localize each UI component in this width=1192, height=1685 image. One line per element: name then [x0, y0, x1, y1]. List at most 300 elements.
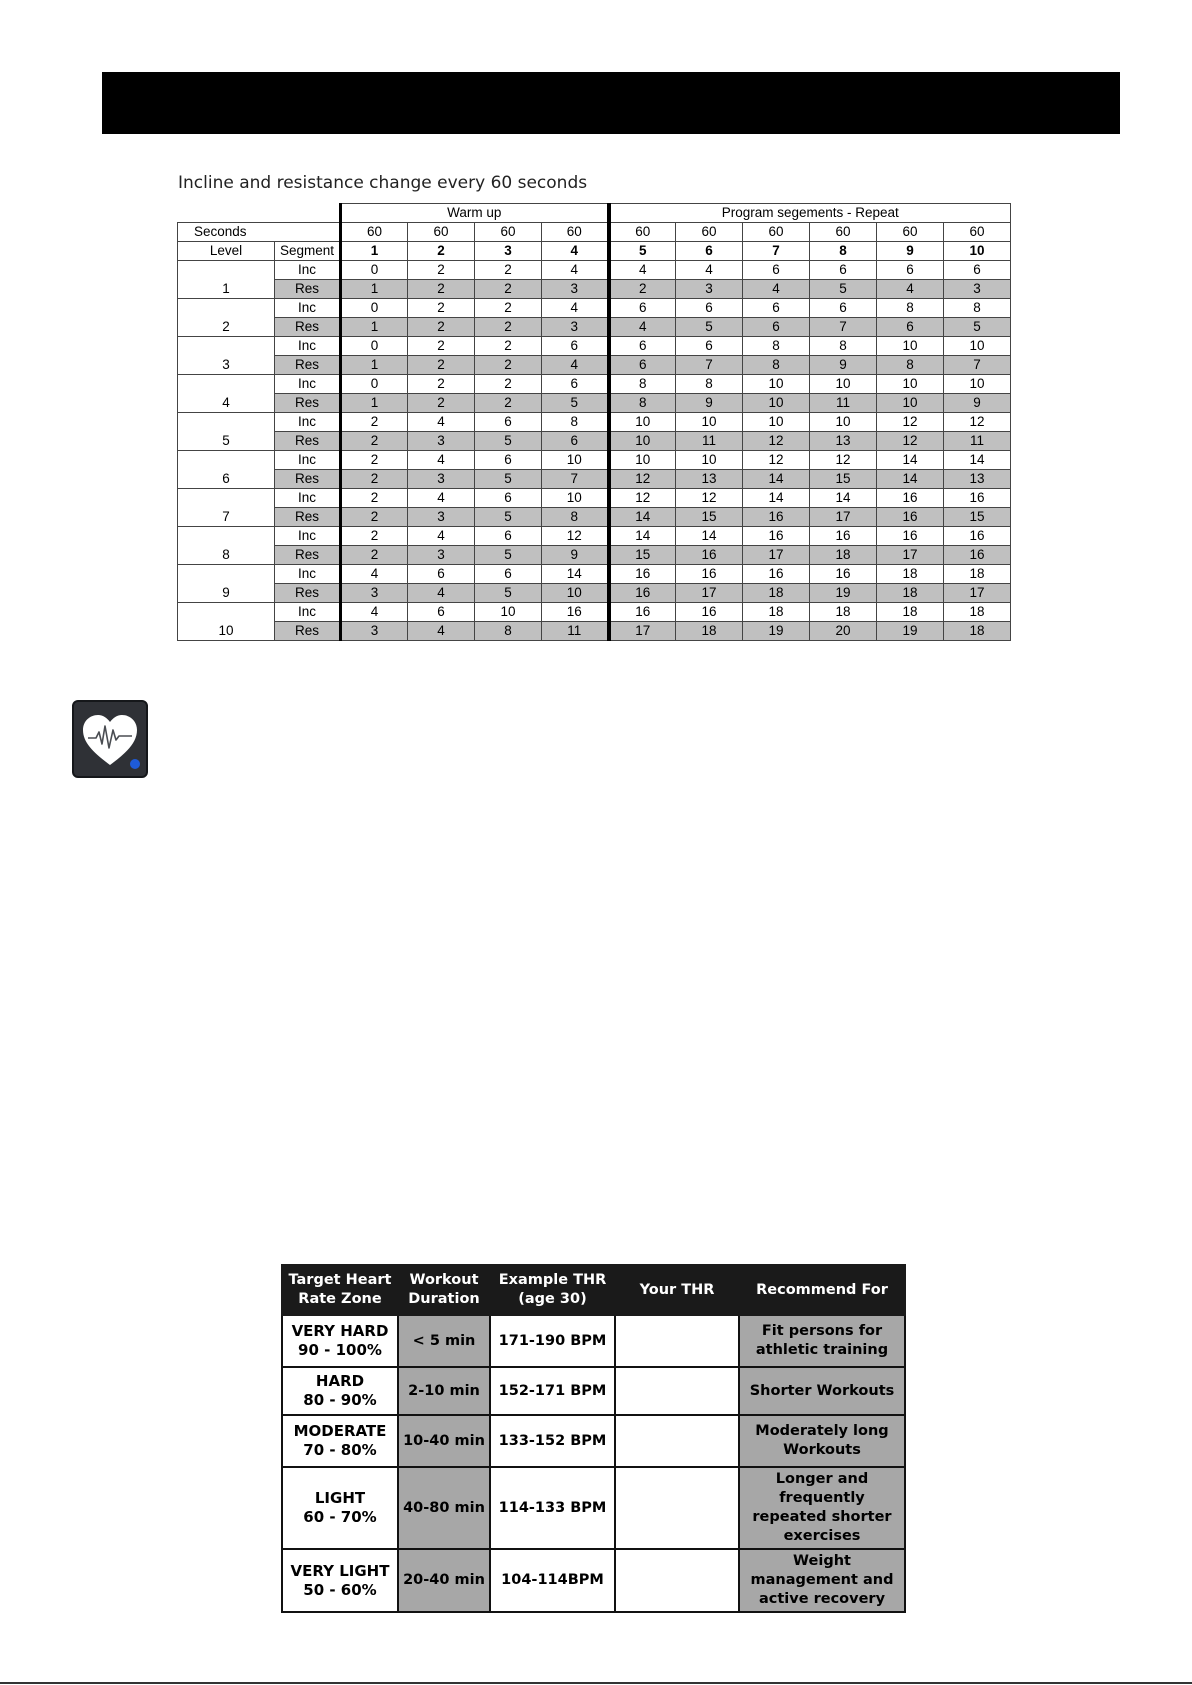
inc-value: 6 [743, 261, 810, 280]
res-value: 2 [475, 318, 542, 337]
inc-label: Inc [275, 375, 341, 394]
res-value: 4 [743, 280, 810, 299]
hr-header-your-thr: Your THR [615, 1265, 739, 1315]
inc-value: 6 [475, 413, 542, 432]
res-value: 2 [408, 356, 475, 375]
inc-value: 2 [475, 375, 542, 394]
res-label: Res [275, 318, 341, 337]
level-res-row [178, 546, 1011, 565]
hr-header-recommend: Recommend For [739, 1265, 905, 1315]
res-value: 2 [408, 280, 475, 299]
level-number: 7 [178, 489, 275, 527]
res-value: 16 [944, 546, 1011, 565]
page-bottom-rule [0, 1682, 1192, 1684]
inc-value: 16 [877, 527, 944, 546]
hr-duration: 2-10 min [398, 1367, 490, 1415]
inc-value: 16 [810, 527, 877, 546]
inc-value: 10 [877, 375, 944, 394]
inc-value: 10 [542, 451, 609, 470]
res-value: 11 [542, 622, 609, 641]
inc-value: 2 [408, 299, 475, 318]
hr-zone-percent: 70 - 80% [303, 1441, 377, 1459]
inc-value: 2 [475, 299, 542, 318]
inc-value: 4 [676, 261, 743, 280]
inc-value: 10 [743, 413, 810, 432]
res-value: 7 [542, 470, 609, 489]
header-bar [102, 72, 1120, 134]
res-value: 3 [341, 622, 408, 641]
res-value: 9 [810, 356, 877, 375]
level-res-row [178, 280, 1011, 299]
hr-your-thr [615, 1315, 739, 1367]
inc-value: 4 [542, 299, 609, 318]
hr-zone-percent: 50 - 60% [303, 1580, 377, 1599]
hr-zone-cell [282, 1315, 398, 1367]
res-value: 13 [676, 470, 743, 489]
hr-zone-cell [282, 1467, 398, 1549]
inc-value: 8 [676, 375, 743, 394]
res-value: 5 [475, 432, 542, 451]
inc-value: 4 [341, 603, 408, 622]
inc-value: 10 [743, 375, 810, 394]
res-value: 11 [944, 432, 1011, 451]
inc-value: 6 [475, 565, 542, 584]
hr-zone-row [282, 1315, 905, 1367]
res-value: 3 [408, 470, 475, 489]
res-value: 8 [475, 622, 542, 641]
seconds-value: 60 [743, 223, 810, 242]
inc-value: 16 [743, 527, 810, 546]
level-number: 6 [178, 451, 275, 489]
res-value: 17 [810, 508, 877, 527]
res-value: 7 [810, 318, 877, 337]
inc-value: 16 [944, 489, 1011, 508]
hr-recommend: Shorter Workouts [739, 1367, 905, 1415]
res-value: 14 [877, 470, 944, 489]
res-value: 18 [743, 584, 810, 603]
hr-zone-cell [282, 1367, 398, 1415]
inc-value: 14 [944, 451, 1011, 470]
hr-recommend: Fit persons for athletic training [739, 1315, 905, 1367]
res-label: Res [275, 432, 341, 451]
inc-value: 18 [810, 603, 877, 622]
seconds-value: 60 [475, 223, 542, 242]
hr-header-example-thr: Example THR (age 30) [490, 1265, 615, 1315]
seconds-value: 60 [810, 223, 877, 242]
level-res-row [178, 356, 1011, 375]
res-value: 17 [676, 584, 743, 603]
seconds-value: 60 [609, 223, 676, 242]
level-res-row [178, 432, 1011, 451]
inc-value: 16 [676, 603, 743, 622]
res-value: 2 [475, 394, 542, 413]
inc-value: 6 [475, 527, 542, 546]
res-value: 3 [944, 280, 1011, 299]
res-value: 5 [475, 508, 542, 527]
segment-number: 8 [810, 242, 877, 261]
inc-value: 4 [408, 413, 475, 432]
inc-value: 6 [810, 299, 877, 318]
inc-value: 10 [609, 451, 676, 470]
res-value: 6 [743, 318, 810, 337]
level-res-row [178, 318, 1011, 337]
inc-value: 10 [944, 375, 1011, 394]
inc-value: 4 [609, 261, 676, 280]
res-value: 1 [341, 394, 408, 413]
inc-value: 6 [408, 603, 475, 622]
heart-rate-icon [72, 700, 148, 778]
group-program-repeat: Program segements - Repeat [609, 204, 1011, 223]
level-inc-row [178, 337, 1011, 356]
level-res-row [178, 584, 1011, 603]
res-value: 6 [542, 432, 609, 451]
level-number: 1 [178, 261, 275, 299]
segment-number: 2 [408, 242, 475, 261]
res-value: 3 [408, 508, 475, 527]
seconds-value: 60 [542, 223, 609, 242]
res-label: Res [275, 470, 341, 489]
res-label: Res [275, 280, 341, 299]
res-value: 1 [341, 318, 408, 337]
hr-recommend: Longer and frequently repeated shorter exercises [739, 1467, 905, 1549]
level-res-row [178, 470, 1011, 489]
res-value: 4 [609, 318, 676, 337]
res-value: 15 [676, 508, 743, 527]
seconds-value: 60 [676, 223, 743, 242]
inc-value: 8 [877, 299, 944, 318]
res-value: 12 [743, 432, 810, 451]
res-value: 3 [341, 584, 408, 603]
inc-value: 12 [810, 451, 877, 470]
hr-zone-row [282, 1415, 905, 1467]
res-value: 16 [609, 584, 676, 603]
res-value: 16 [877, 508, 944, 527]
hr-zone-cell [282, 1415, 398, 1467]
res-value: 9 [676, 394, 743, 413]
res-value: 2 [341, 432, 408, 451]
inc-value: 4 [408, 451, 475, 470]
inc-value: 14 [810, 489, 877, 508]
inc-value: 18 [877, 603, 944, 622]
inc-label: Inc [275, 603, 341, 622]
program-seconds-row [178, 223, 1011, 242]
inc-value: 10 [810, 413, 877, 432]
res-value: 3 [542, 318, 609, 337]
hr-zone-percent: 90 - 100% [298, 1341, 382, 1359]
res-value: 17 [743, 546, 810, 565]
inc-value: 8 [609, 375, 676, 394]
res-label: Res [275, 584, 341, 603]
level-number: 2 [178, 299, 275, 337]
res-value: 7 [944, 356, 1011, 375]
res-value: 4 [408, 584, 475, 603]
seconds-value: 60 [944, 223, 1011, 242]
res-value: 11 [810, 394, 877, 413]
inc-value: 10 [810, 375, 877, 394]
res-label: Res [275, 622, 341, 641]
level-number: 8 [178, 527, 275, 565]
res-value: 3 [542, 280, 609, 299]
inc-value: 2 [475, 261, 542, 280]
res-value: 13 [944, 470, 1011, 489]
inc-value: 6 [408, 565, 475, 584]
segment-number: 9 [877, 242, 944, 261]
res-value: 18 [944, 622, 1011, 641]
level-res-row [178, 622, 1011, 641]
inc-value: 6 [475, 451, 542, 470]
hr-example-thr: 152-171 BPM [490, 1367, 615, 1415]
res-label: Res [275, 394, 341, 413]
level-number: 5 [178, 413, 275, 451]
inc-value: 14 [743, 489, 810, 508]
inc-value: 12 [676, 489, 743, 508]
level-inc-row [178, 261, 1011, 280]
inc-value: 14 [542, 565, 609, 584]
hr-duration: 40-80 min [398, 1467, 490, 1549]
group-warm-up: Warm up [341, 204, 609, 223]
inc-value: 16 [944, 527, 1011, 546]
inc-value: 10 [676, 451, 743, 470]
inc-value: 12 [944, 413, 1011, 432]
inc-value: 8 [743, 337, 810, 356]
res-value: 4 [408, 622, 475, 641]
hr-example-thr: 171-190 BPM [490, 1315, 615, 1367]
inc-value: 12 [542, 527, 609, 546]
hr-your-thr [615, 1415, 739, 1467]
inc-value: 16 [810, 565, 877, 584]
seconds-value: 60 [408, 223, 475, 242]
res-value: 2 [341, 470, 408, 489]
res-value: 17 [609, 622, 676, 641]
res-value: 17 [877, 546, 944, 565]
inc-value: 2 [408, 375, 475, 394]
inc-value: 4 [341, 565, 408, 584]
program-table [177, 203, 1011, 641]
inc-value: 8 [810, 337, 877, 356]
inc-value: 8 [944, 299, 1011, 318]
res-value: 14 [609, 508, 676, 527]
inc-value: 10 [475, 603, 542, 622]
hr-zone-name: HARD [315, 1372, 365, 1390]
hr-example-thr: 133-152 BPM [490, 1415, 615, 1467]
hr-zone-name: MODERATE [293, 1422, 387, 1440]
res-value: 18 [877, 584, 944, 603]
res-value: 19 [810, 584, 877, 603]
inc-value: 6 [609, 337, 676, 356]
inc-label: Inc [275, 527, 341, 546]
inc-value: 18 [944, 565, 1011, 584]
inc-value: 2 [341, 451, 408, 470]
res-value: 2 [609, 280, 676, 299]
inc-label: Inc [275, 565, 341, 584]
res-label: Res [275, 356, 341, 375]
res-value: 8 [609, 394, 676, 413]
hr-zone-row [282, 1549, 905, 1612]
level-inc-row [178, 527, 1011, 546]
segment-number: 7 [743, 242, 810, 261]
inc-value: 16 [609, 603, 676, 622]
res-value: 8 [877, 356, 944, 375]
level-res-row [178, 508, 1011, 527]
inc-value: 4 [408, 489, 475, 508]
res-value: 10 [542, 584, 609, 603]
hr-zone-name: LIGHT [314, 1489, 366, 1507]
inc-value: 10 [609, 413, 676, 432]
level-inc-row [178, 603, 1011, 622]
inc-value: 12 [609, 489, 676, 508]
res-value: 10 [743, 394, 810, 413]
seconds-value: 60 [877, 223, 944, 242]
hr-header-duration: Workout Duration [398, 1265, 490, 1315]
inc-value: 6 [944, 261, 1011, 280]
inc-value: 6 [475, 489, 542, 508]
inc-value: 6 [542, 337, 609, 356]
inc-value: 16 [743, 565, 810, 584]
res-value: 1 [341, 280, 408, 299]
inc-value: 16 [676, 565, 743, 584]
res-value: 5 [944, 318, 1011, 337]
inc-value: 10 [877, 337, 944, 356]
inc-label: Inc [275, 489, 341, 508]
res-value: 9 [542, 546, 609, 565]
res-value: 16 [676, 546, 743, 565]
inc-value: 16 [877, 489, 944, 508]
hr-your-thr [615, 1549, 739, 1612]
res-value: 13 [810, 432, 877, 451]
res-value: 3 [676, 280, 743, 299]
segment-number: 4 [542, 242, 609, 261]
inc-value: 6 [676, 337, 743, 356]
res-value: 15 [810, 470, 877, 489]
res-value: 5 [475, 546, 542, 565]
level-number: 10 [178, 603, 275, 641]
inc-value: 10 [676, 413, 743, 432]
res-value: 5 [810, 280, 877, 299]
level-inc-row [178, 565, 1011, 584]
res-value: 14 [743, 470, 810, 489]
program-group-row [178, 204, 1011, 223]
hr-table-header-row [282, 1265, 905, 1315]
segment-number: 10 [944, 242, 1011, 261]
hr-zone-cell [282, 1549, 398, 1612]
res-value: 2 [341, 546, 408, 565]
res-value: 18 [810, 546, 877, 565]
hr-your-thr [615, 1367, 739, 1415]
inc-value: 18 [877, 565, 944, 584]
inc-value: 14 [609, 527, 676, 546]
hr-recommend: Weight management and active recovery [739, 1549, 905, 1612]
inc-value: 14 [676, 527, 743, 546]
inc-value: 6 [810, 261, 877, 280]
res-value: 8 [743, 356, 810, 375]
inc-value: 18 [944, 603, 1011, 622]
inc-label: Inc [275, 413, 341, 432]
level-inc-row [178, 489, 1011, 508]
inc-label: Inc [275, 299, 341, 318]
res-value: 10 [877, 394, 944, 413]
inc-value: 6 [609, 299, 676, 318]
level-res-row [178, 394, 1011, 413]
res-value: 10 [609, 432, 676, 451]
res-value: 5 [542, 394, 609, 413]
res-value: 2 [475, 280, 542, 299]
inc-value: 6 [676, 299, 743, 318]
segment-number: 6 [676, 242, 743, 261]
inc-value: 2 [408, 261, 475, 280]
hr-zone-name: VERY LIGHT [290, 1561, 390, 1580]
inc-value: 10 [542, 489, 609, 508]
res-value: 2 [408, 394, 475, 413]
level-label: Level [178, 242, 275, 261]
segment-number: 3 [475, 242, 542, 261]
res-value: 3 [408, 546, 475, 565]
inc-value: 6 [542, 375, 609, 394]
hr-duration: 20-40 min [398, 1549, 490, 1612]
res-value: 1 [341, 356, 408, 375]
inc-value: 16 [542, 603, 609, 622]
res-value: 3 [408, 432, 475, 451]
res-value: 4 [877, 280, 944, 299]
hr-zone-percent: 80 - 90% [303, 1391, 377, 1409]
inc-value: 0 [341, 261, 408, 280]
res-value: 5 [475, 470, 542, 489]
res-value: 2 [475, 356, 542, 375]
level-number: 4 [178, 375, 275, 413]
inc-value: 2 [408, 337, 475, 356]
hr-duration: 10-40 min [398, 1415, 490, 1467]
res-label: Res [275, 546, 341, 565]
inc-value: 0 [341, 299, 408, 318]
segment-label: Segment [275, 242, 341, 261]
res-value: 6 [609, 356, 676, 375]
inc-value: 2 [341, 527, 408, 546]
inc-value: 14 [877, 451, 944, 470]
hr-example-thr: 114-133 BPM [490, 1467, 615, 1549]
seconds-value: 60 [341, 223, 408, 242]
res-value: 12 [609, 470, 676, 489]
hr-duration: < 5 min [398, 1315, 490, 1367]
res-value: 2 [341, 508, 408, 527]
inc-value: 2 [341, 489, 408, 508]
inc-value: 6 [877, 261, 944, 280]
inc-value: 2 [341, 413, 408, 432]
hr-zone-name: VERY HARD [291, 1322, 389, 1340]
res-value: 17 [944, 584, 1011, 603]
seconds-label: Seconds [178, 223, 341, 242]
hr-zone-percent: 60 - 70% [303, 1508, 377, 1526]
res-value: 15 [944, 508, 1011, 527]
inc-label: Inc [275, 337, 341, 356]
res-value: 4 [542, 356, 609, 375]
level-number: 3 [178, 337, 275, 375]
res-value: 11 [676, 432, 743, 451]
res-value: 15 [609, 546, 676, 565]
res-value: 19 [743, 622, 810, 641]
inc-value: 18 [743, 603, 810, 622]
res-value: 12 [877, 432, 944, 451]
heart-rate-zone-table [281, 1264, 906, 1613]
program-corner-blank [178, 204, 341, 223]
res-value: 16 [743, 508, 810, 527]
hr-your-thr [615, 1467, 739, 1549]
res-value: 5 [475, 584, 542, 603]
level-inc-row [178, 375, 1011, 394]
segment-number: 5 [609, 242, 676, 261]
level-inc-row [178, 413, 1011, 432]
res-value: 9 [944, 394, 1011, 413]
hr-zone-row [282, 1467, 905, 1549]
res-value: 7 [676, 356, 743, 375]
